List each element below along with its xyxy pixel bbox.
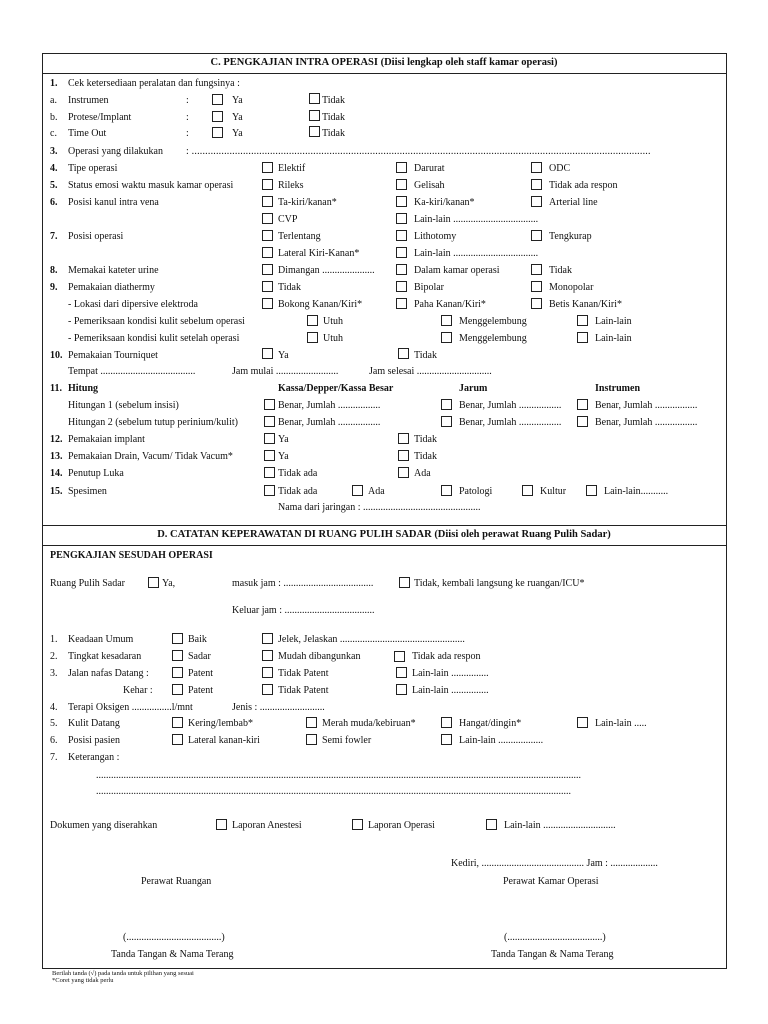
question-label: Keterangan : bbox=[68, 752, 120, 763]
keluar-tidak-patent-checkbox[interactable] bbox=[262, 684, 273, 695]
kediri-date-field[interactable]: Kediri, ......................................... Jam : ................... bbox=[451, 858, 658, 869]
option-label: Ya bbox=[278, 451, 289, 462]
question-label: - Pemeriksaan kondisi kulit sebelum operasi bbox=[68, 316, 245, 327]
column-header: Kassa/Depper/Kassa Besar bbox=[278, 383, 394, 394]
signature-caption: Tanda Tangan & Nama Terang bbox=[491, 949, 614, 960]
rileks-checkbox[interactable] bbox=[262, 179, 273, 190]
signature-field-right[interactable]: (......................................) bbox=[504, 932, 606, 943]
option-label: Menggelembung bbox=[459, 316, 527, 327]
hitungan-label: Hitungan 1 (sebelum insisi) bbox=[68, 400, 179, 411]
item-number: 7. bbox=[50, 752, 58, 763]
penutup-ada-checkbox[interactable] bbox=[398, 467, 409, 478]
option-label: Ka-kiri/kanan* bbox=[414, 197, 475, 208]
question-label: Ruang Pulih Sadar bbox=[50, 578, 125, 589]
option-label: Terlentang bbox=[278, 231, 321, 242]
item-number: 14. bbox=[50, 468, 63, 479]
implant-tidak-checkbox[interactable] bbox=[398, 433, 409, 444]
sadar-checkbox[interactable] bbox=[172, 650, 183, 661]
item-number: 8. bbox=[50, 265, 58, 276]
item-number: 1. bbox=[50, 634, 58, 645]
question-label: Pemakaian Drain, Vacum/ Tidak Vacum* bbox=[68, 451, 233, 462]
option-label: Lain-lain .................................. bbox=[414, 214, 539, 225]
question-label: Posisi operasi bbox=[68, 231, 124, 242]
option-label: Tidak bbox=[549, 265, 572, 276]
sebelum-utuh-checkbox[interactable] bbox=[307, 315, 318, 326]
footnote-line-2: *Coret yang tidak perlu bbox=[52, 977, 114, 984]
item-number: 11. bbox=[50, 383, 62, 394]
option-label: Tidak ada respon bbox=[412, 651, 481, 662]
option-label: Tidak Patent bbox=[278, 668, 329, 679]
option-label: Tidak bbox=[414, 451, 437, 462]
colon: : bbox=[186, 112, 189, 123]
item-number: 2. bbox=[50, 651, 58, 662]
kassa-2-checkbox[interactable] bbox=[264, 416, 275, 427]
option-label: Rileks bbox=[278, 180, 304, 191]
question-label: Cek ketersediaan peralatan dan fungsinya : bbox=[68, 78, 240, 89]
bokong-checkbox[interactable] bbox=[262, 298, 273, 309]
question-label: Operasi yang dilakukan bbox=[68, 146, 163, 157]
question-label: Tingkat kesadaran bbox=[68, 651, 142, 662]
option-label: Bipolar bbox=[414, 282, 444, 293]
option-label: Monopolar bbox=[549, 282, 594, 293]
option-label: Tidak ada bbox=[278, 486, 318, 497]
divider bbox=[42, 525, 726, 526]
question-label: Memakai kateter urine bbox=[68, 265, 159, 276]
item-number: 3. bbox=[50, 146, 58, 157]
option-label: Elektif bbox=[278, 163, 306, 174]
option-label: Hangat/dingin* bbox=[459, 718, 522, 729]
lain-checkbox[interactable] bbox=[396, 247, 407, 258]
jelek-checkbox[interactable] bbox=[262, 633, 273, 644]
option-label: Lain-lain .................................. bbox=[414, 248, 539, 259]
kassa-1-checkbox[interactable] bbox=[264, 399, 275, 410]
tidak-respon-checkbox[interactable] bbox=[394, 651, 405, 662]
option-label: Lateral kanan-kiri bbox=[188, 735, 260, 746]
jarum-2-checkbox[interactable] bbox=[441, 416, 452, 427]
lateral-checkbox[interactable] bbox=[172, 734, 183, 745]
mudah-checkbox[interactable] bbox=[262, 650, 273, 661]
section-d-title: D. CATATAN KEPERAWATAN DI RUANG PULIH SADAR (Diisi oleh perawat Ruang Pulih Sadar) bbox=[157, 529, 611, 540]
option-label: Ya, bbox=[162, 578, 176, 589]
item-number: 5. bbox=[50, 718, 58, 729]
option-label: Ya bbox=[232, 128, 243, 139]
option-label: Ada bbox=[368, 486, 385, 497]
option-label: Lain-lain ............... bbox=[412, 668, 489, 679]
sebelum-menggelembung-checkbox[interactable] bbox=[441, 315, 452, 326]
terlentang-checkbox[interactable] bbox=[262, 230, 273, 241]
divider bbox=[42, 73, 726, 74]
option-label: Bokong Kanan/Kiri* bbox=[278, 299, 363, 310]
option-label: Tidak bbox=[322, 128, 345, 139]
datang-lain-checkbox[interactable] bbox=[396, 667, 407, 678]
kulit-lain-checkbox[interactable] bbox=[577, 717, 588, 728]
option-label: Ya bbox=[278, 350, 289, 361]
option-label: Tidak bbox=[322, 95, 345, 106]
section-subtitle: PENGKAJIAN SESUDAH OPERASI bbox=[50, 550, 213, 561]
option-label: Gelisah bbox=[414, 180, 445, 191]
section-c-title: C. PENGKAJIAN INTRA OPERASI (Diisi lengkap oleh staff kamar operasi) bbox=[210, 57, 558, 68]
tidak-respon-checkbox[interactable] bbox=[531, 179, 542, 190]
lap-anestesi-checkbox[interactable] bbox=[216, 819, 227, 830]
option-label: Patent bbox=[188, 668, 213, 679]
option-label: Mudah dibangunkan bbox=[278, 651, 361, 662]
setelah-utuh-checkbox[interactable] bbox=[307, 332, 318, 343]
option-label: Menggelembung bbox=[459, 333, 527, 344]
option-label: Tidak bbox=[278, 282, 301, 293]
option-label: Benar, Jumlah ................. bbox=[459, 417, 562, 428]
option-label: Lain-lain bbox=[595, 333, 632, 344]
darurat-checkbox[interactable] bbox=[396, 162, 407, 173]
option-label: Utuh bbox=[323, 316, 343, 327]
dokumen-lain-checkbox[interactable] bbox=[486, 819, 497, 830]
tempat-field[interactable]: Tempat ...................................... bbox=[68, 366, 196, 377]
item-number: 6. bbox=[50, 735, 58, 746]
question-label: - Pemeriksaan kondisi kulit setelah operasi bbox=[68, 333, 240, 344]
jam-mulai-field[interactable]: Jam mulai ......................... bbox=[232, 366, 339, 377]
option-label: Patent bbox=[188, 685, 213, 696]
option-label: Semi fowler bbox=[322, 735, 372, 746]
option-label: Tidak ada respon bbox=[549, 180, 618, 191]
keterangan-line-1[interactable]: .................................................................................................................................................................................................. bbox=[96, 770, 581, 781]
column-header: Instrumen bbox=[595, 383, 641, 394]
tengkurap-checkbox[interactable] bbox=[531, 230, 542, 241]
keterangan-line-2[interactable]: .............................................................................................................................................................................................. bbox=[96, 786, 571, 797]
item-number: 9. bbox=[50, 282, 58, 293]
rps-tidak-checkbox[interactable] bbox=[399, 577, 410, 588]
rps-ya-checkbox[interactable] bbox=[148, 577, 159, 588]
option-label: ODC bbox=[549, 163, 571, 174]
option-label: Ya bbox=[232, 95, 243, 106]
sebelum-lain-checkbox[interactable] bbox=[577, 315, 588, 326]
nama-jaringan-field[interactable]: Nama dari jaringan : ............................................... bbox=[278, 502, 481, 513]
question-label: Kehar : bbox=[123, 685, 153, 696]
spesimen-tidak-ada-checkbox[interactable] bbox=[264, 485, 275, 496]
option-label: Benar, Jumlah ................. bbox=[278, 417, 381, 428]
diathermy-tidak-checkbox[interactable] bbox=[262, 281, 273, 292]
item-number: 1. bbox=[50, 78, 58, 89]
setelah-lain-checkbox[interactable] bbox=[577, 332, 588, 343]
cvp-checkbox[interactable] bbox=[262, 213, 273, 224]
setelah-menggelembung-checkbox[interactable] bbox=[441, 332, 452, 343]
question-label: Posisi pasien bbox=[68, 735, 120, 746]
instrumen-2-checkbox[interactable] bbox=[577, 416, 588, 427]
lain-checkbox[interactable] bbox=[396, 213, 407, 224]
perawat-ruangan-label: Perawat Ruangan bbox=[141, 876, 212, 887]
question-label: Kulit Datang bbox=[68, 718, 120, 729]
option-label: Paha Kanan/Kiri* bbox=[414, 299, 486, 310]
instrumen-label: Instrumen bbox=[68, 95, 109, 106]
keluar-jam-field[interactable]: Keluar jam : .................................... bbox=[232, 605, 375, 616]
option-label: Tidak bbox=[322, 112, 345, 123]
option-label: Tidak Patent bbox=[278, 685, 329, 696]
option-label: Ya bbox=[232, 112, 243, 123]
drain-tidak-checkbox[interactable] bbox=[398, 450, 409, 461]
option-label: Lateral Kiri-Kanan* bbox=[278, 248, 360, 259]
signature-field-left[interactable]: (......................................) bbox=[123, 932, 225, 943]
sub-letter: a. bbox=[50, 95, 57, 106]
item-number: 4. bbox=[50, 702, 58, 713]
sub-letter: b. bbox=[50, 112, 58, 123]
hitungan-label: Hitungan 2 (sebelum tutup perinium/kulit) bbox=[68, 417, 238, 428]
jenis-field[interactable]: Jenis : .......................... bbox=[232, 702, 325, 713]
jarum-1-checkbox[interactable] bbox=[441, 399, 452, 410]
implant-ya-checkbox[interactable] bbox=[264, 433, 275, 444]
item-number: 7. bbox=[50, 231, 58, 242]
item-number: 5. bbox=[50, 180, 58, 191]
merah-checkbox[interactable] bbox=[306, 717, 317, 728]
option-label: Tidak ada bbox=[278, 468, 318, 479]
kateter-tidak-checkbox[interactable] bbox=[531, 264, 542, 275]
question-label: Keadaan Umum bbox=[68, 634, 134, 645]
jam-selesai-field[interactable]: Jam selesai .............................. bbox=[369, 366, 492, 377]
timeout-label: Time Out bbox=[68, 128, 107, 139]
item-number: 15. bbox=[50, 486, 63, 497]
protese-tidak-checkbox[interactable] bbox=[309, 110, 320, 121]
option-label: Patologi bbox=[459, 486, 493, 497]
question-label: Pemakaian implant bbox=[68, 434, 145, 445]
kultur-checkbox[interactable] bbox=[522, 485, 533, 496]
footnote-line-1: Berilah tanda (√) pada tanda untuk pilihan yang sesuai bbox=[52, 970, 194, 977]
kering-checkbox[interactable] bbox=[172, 717, 183, 728]
option-label: Arterial line bbox=[549, 197, 598, 208]
instrumen-tidak-checkbox[interactable] bbox=[309, 93, 320, 104]
option-label: Lain-lain ............... bbox=[412, 685, 489, 696]
item-number: 13. bbox=[50, 451, 63, 462]
option-label: Ada bbox=[414, 468, 431, 479]
timeout-tidak-checkbox[interactable] bbox=[309, 126, 320, 137]
option-label: Kultur bbox=[540, 486, 567, 497]
drain-ya-checkbox[interactable] bbox=[264, 450, 275, 461]
ta-kiri-checkbox[interactable] bbox=[262, 196, 273, 207]
option-label: Darurat bbox=[414, 163, 445, 174]
item-number: 4. bbox=[50, 163, 58, 174]
option-label: Benar, Jumlah ................. bbox=[595, 400, 698, 411]
option-label: Laporan Operasi bbox=[368, 820, 435, 831]
option-label: Lain-lain bbox=[595, 316, 632, 327]
option-label: CVP bbox=[278, 214, 298, 225]
keluar-patent-checkbox[interactable] bbox=[172, 684, 183, 695]
option-label: Tengkurap bbox=[549, 231, 592, 242]
column-header: Jarum bbox=[459, 383, 488, 394]
hangat-checkbox[interactable] bbox=[441, 717, 452, 728]
lithotomy-checkbox[interactable] bbox=[396, 230, 407, 241]
option-label: Kering/lembab* bbox=[188, 718, 253, 729]
instrumen-ya-checkbox[interactable] bbox=[212, 94, 223, 105]
tourniquet-tidak-checkbox[interactable] bbox=[398, 348, 409, 359]
datang-tidak-patent-checkbox[interactable] bbox=[262, 667, 273, 678]
signature-caption: Tanda Tangan & Nama Terang bbox=[111, 949, 234, 960]
option-label: Benar, Jumlah ................. bbox=[459, 400, 562, 411]
option-label: Dalam kamar operasi bbox=[414, 265, 500, 276]
timeout-ya-checkbox[interactable] bbox=[212, 127, 223, 138]
spesimen-lain-checkbox[interactable] bbox=[586, 485, 597, 496]
option-label: Benar, Jumlah ................. bbox=[595, 417, 698, 428]
question-label: - Lokasi dari dipersive elektroda bbox=[68, 299, 198, 310]
option-label: Lithotomy bbox=[414, 231, 457, 242]
question-label: Pemakaian diathermy bbox=[68, 282, 155, 293]
gelisah-checkbox[interactable] bbox=[396, 179, 407, 190]
datang-patent-checkbox[interactable] bbox=[172, 667, 183, 678]
option-label: Lain-lain .................. bbox=[459, 735, 544, 746]
posisi-lain-checkbox[interactable] bbox=[441, 734, 452, 745]
semi-fowler-checkbox[interactable] bbox=[306, 734, 317, 745]
question-label: Dokumen yang diserahkan bbox=[50, 820, 158, 831]
dalam-kamar-checkbox[interactable] bbox=[396, 264, 407, 275]
dimangan-checkbox[interactable] bbox=[262, 264, 273, 275]
lap-operasi-checkbox[interactable] bbox=[352, 819, 363, 830]
option-label: Laporan Anestesi bbox=[232, 820, 302, 831]
option-label: Benar, Jumlah ................. bbox=[278, 400, 381, 411]
oksigen-field[interactable]: Terapi Oksigen ................l/mnt bbox=[68, 702, 193, 713]
option-label: Lain-lain ..... bbox=[595, 718, 647, 729]
option-label: Tidak, kembali langsung ke ruangan/ICU* bbox=[414, 578, 585, 589]
keluar-lain-checkbox[interactable] bbox=[396, 684, 407, 695]
spesimen-ada-checkbox[interactable] bbox=[352, 485, 363, 496]
option-label: Betis Kanan/Kiri* bbox=[549, 299, 623, 310]
protese-ya-checkbox[interactable] bbox=[212, 111, 223, 122]
item-number: 12. bbox=[50, 434, 63, 445]
elektif-checkbox[interactable] bbox=[262, 162, 273, 173]
protese-label: Protese/Implant bbox=[68, 112, 132, 123]
paha-checkbox[interactable] bbox=[396, 298, 407, 309]
odc-checkbox[interactable] bbox=[531, 162, 542, 173]
operasi-field[interactable]: : .......................................................................................................................................................................... bbox=[186, 146, 651, 157]
arterial-checkbox[interactable] bbox=[531, 196, 542, 207]
option-label: Merah muda/kebiruan* bbox=[322, 718, 416, 729]
option-label: Ta-kiri/kanan* bbox=[278, 197, 337, 208]
question-label: Penutup Luka bbox=[68, 468, 124, 479]
option-label: Lain-lain........... bbox=[604, 486, 669, 497]
patologi-checkbox[interactable] bbox=[441, 485, 452, 496]
item-number: 10. bbox=[50, 350, 63, 361]
item-number: 6. bbox=[50, 197, 58, 208]
ka-kiri-checkbox[interactable] bbox=[396, 196, 407, 207]
option-label: Tidak bbox=[414, 434, 437, 445]
colon: : bbox=[186, 128, 189, 139]
option-label: Dimangan ..................... bbox=[278, 265, 375, 276]
instrumen-1-checkbox[interactable] bbox=[577, 399, 588, 410]
option-label: Tidak bbox=[414, 350, 437, 361]
question-label: Posisi kanul intra vena bbox=[68, 197, 159, 208]
option-label: Jelek, Jelaskan .................................................. bbox=[278, 634, 465, 645]
betis-checkbox[interactable] bbox=[531, 298, 542, 309]
sub-letter: c. bbox=[50, 128, 57, 139]
bipolar-checkbox[interactable] bbox=[396, 281, 407, 292]
option-label: Baik bbox=[188, 634, 207, 645]
colon: : bbox=[186, 95, 189, 106]
option-label: Sadar bbox=[188, 651, 211, 662]
question-label: Tipe operasi bbox=[68, 163, 118, 174]
divider bbox=[42, 545, 726, 546]
question-label: Pemakaian Tourniquet bbox=[68, 350, 158, 361]
perawat-kamar-label: Perawat Kamar Operasi bbox=[503, 876, 599, 887]
lateral-checkbox[interactable] bbox=[262, 247, 273, 258]
masuk-jam-field[interactable]: masuk jam : .................................... bbox=[232, 578, 374, 589]
item-number: 3. bbox=[50, 668, 58, 679]
option-label: Lain-lain ............................. bbox=[504, 820, 616, 831]
question-label: Spesimen bbox=[68, 486, 107, 497]
question-label: Status emosi waktu masuk kamar operasi bbox=[68, 180, 234, 191]
option-label: Ya bbox=[278, 434, 289, 445]
option-label: Utuh bbox=[323, 333, 343, 344]
penutup-tidak-ada-checkbox[interactable] bbox=[264, 467, 275, 478]
baik-checkbox[interactable] bbox=[172, 633, 183, 644]
question-label: Jalan nafas Datang : bbox=[68, 668, 149, 679]
monopolar-checkbox[interactable] bbox=[531, 281, 542, 292]
question-label: Hitung bbox=[68, 383, 99, 394]
tourniquet-ya-checkbox[interactable] bbox=[262, 348, 273, 359]
